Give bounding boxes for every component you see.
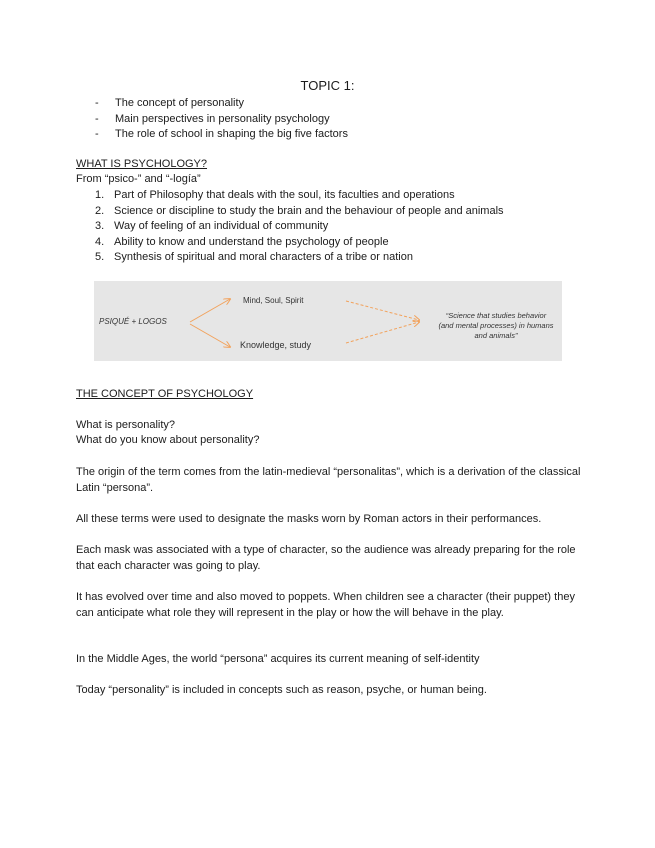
definition-item <box>92 204 504 220</box>
body-paragraph: Each mask was associated with a type of character, so the audience was already preparing for the role that each character was going to play. <box>76 544 576 572</box>
definition-item <box>92 235 504 251</box>
diagram-branch-top-label: Mind, Soul, Spirit <box>243 296 304 305</box>
topic-item: - The role of school in shaping the big five factors <box>92 127 348 143</box>
arrow-knowledge-to-science <box>346 322 419 343</box>
body-paragraph: In the Middle Ages, the world “persona” acquires its current meaning of self-identity <box>76 653 480 665</box>
page-title: TOPIC 1: <box>300 78 355 93</box>
definition-number: 4. <box>95 235 105 248</box>
arrow-to-mind <box>190 299 230 322</box>
question-line: What do you know about personality? <box>76 434 260 446</box>
question-line: What is personality? <box>76 419 176 431</box>
diagram-result-label: “Science that studies behavior (and mental processes) in humans and animals” <box>438 311 554 340</box>
body-paragraph: All these terms were used to designate the masks worn by Roman actors in their performances. <box>76 513 542 525</box>
body-paragraph: Today “personality” is included in concepts such as reason, psyche, or human being. <box>76 684 487 696</box>
definition-text: Way of feeling of an individual of community <box>114 220 329 232</box>
definition-list <box>92 188 504 266</box>
etymology-diagram <box>94 281 562 361</box>
diagram-branch-bottom-label: Knowledge, study <box>240 340 312 350</box>
definition-number: 5. <box>95 251 105 263</box>
topic-list <box>92 96 348 143</box>
definition-text: Part of Philosophy that deals with the soul, its faculties and operations <box>114 189 455 201</box>
definition-item <box>92 219 504 235</box>
body-paragraph: It has evolved over time and also moved to poppets. When children see a character (their puppet) they can anticipate what role they will represent in the play or how the will behave in the play. <box>76 591 575 619</box>
section-heading-concept: THE CONCEPT OF PSYCHOLOGY <box>76 388 254 400</box>
definition-text: Science or discipline to study the brain and the behaviour of people and animals <box>114 204 504 217</box>
topic-item: - The concept of personality <box>92 96 348 112</box>
topic-item: - Main perspectives in personality psychology <box>92 112 348 128</box>
definition-item <box>92 250 504 266</box>
definition-number: 1. <box>95 189 105 201</box>
definition-item <box>92 188 504 204</box>
definition-number: 2. <box>95 204 105 217</box>
definition-text: Synthesis of spiritual and moral characters of a tribe or nation <box>114 251 413 263</box>
definition-number: 3. <box>95 220 105 232</box>
diagram-source-label: PSIQUÉ + LOGOS <box>99 317 167 326</box>
origin-line: From “psico-” and “-logía” <box>76 173 201 185</box>
arrow-mind-to-science <box>346 301 419 320</box>
definition-text: Ability to know and understand the psychology of people <box>114 235 389 248</box>
body-paragraph: The origin of the term comes from the latin-medieval “personalitas”, which is a derivation of the classical Latin “persona”. <box>76 466 581 494</box>
arrow-to-knowledge <box>190 324 230 347</box>
section-heading-what-is-psychology: WHAT IS PSYCHOLOGY? <box>76 158 208 170</box>
